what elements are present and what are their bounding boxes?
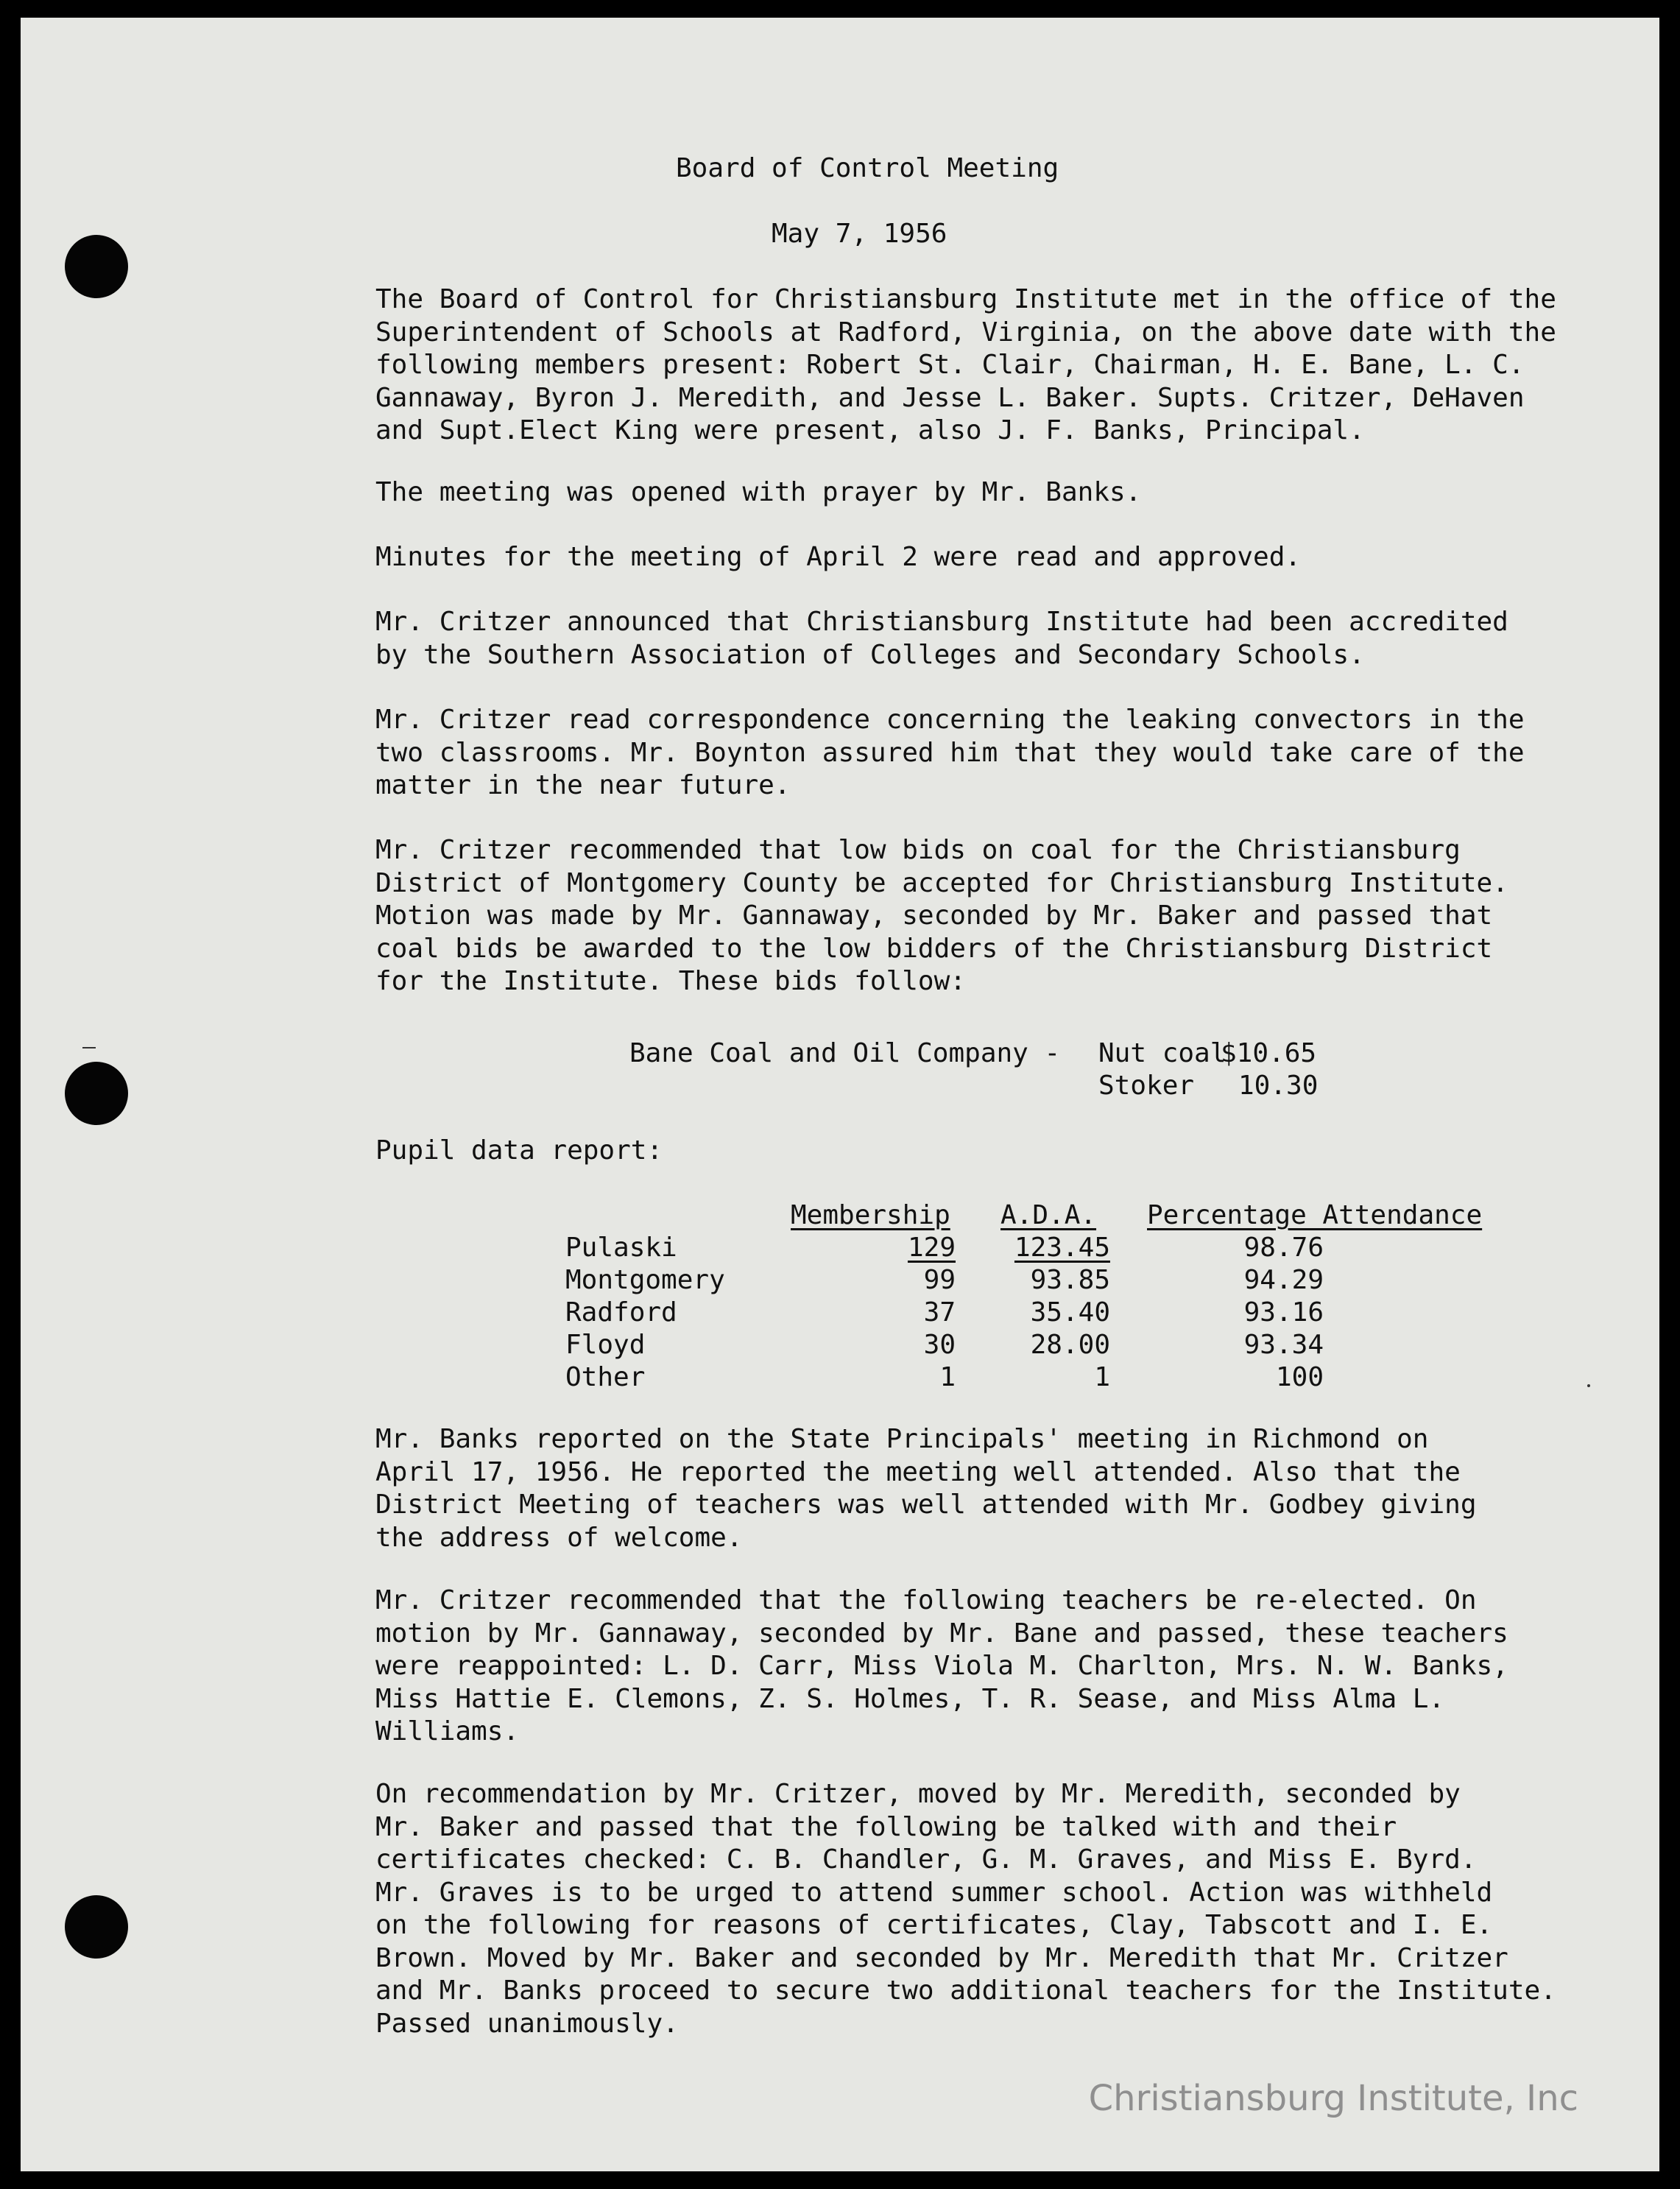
typed-minutes [21, 18, 1659, 2171]
pupil-report-label: Pupil data report: [375, 1135, 663, 1166]
paragraph-prayer: The meeting was opened with prayer by Mr. Banks. [375, 477, 1142, 507]
table-cell-membership: 30 [923, 1330, 956, 1360]
table-cell-name: Floyd [565, 1330, 646, 1360]
table-cell-name: Pulaski [565, 1233, 677, 1263]
table-cell-name: Radford [565, 1297, 677, 1328]
bid-item-label: Nut coal [1098, 1038, 1227, 1068]
document-date: May 7, 1956 [772, 219, 947, 249]
table-cell-membership: 37 [923, 1297, 956, 1328]
table-header-ada: A.D.A. [1000, 1200, 1097, 1230]
table-cell-name: Other [565, 1362, 646, 1392]
table-cell-percentage: 100 [1275, 1362, 1324, 1392]
table-cell-percentage: 93.16 [1243, 1297, 1324, 1328]
paragraph-accreditation: Mr. Critzer announced that Christiansburg Institute had been accredited by the Southern Association of Colleges and Secondary Schools. [375, 607, 1508, 670]
table-cell-membership: 1 [939, 1362, 956, 1392]
table-cell-ada: 93.85 [1030, 1265, 1110, 1295]
bid-item-price: $10.65 [1221, 1038, 1317, 1068]
paragraph-coal-bids: Mr. Critzer recommended that low bids on coal for the Christiansburg District of Montgomery County be accepted for Christiansburg Institute. Motion was made by Mr. Gannaway, seconded by Mr. Baker and passed that coal bids be awarded to the low bidders of the Christiansburg District for the Institute. These bids follow: [375, 835, 1508, 996]
table-cell-percentage: 93.34 [1243, 1330, 1324, 1360]
table-cell-ada: 35.40 [1030, 1297, 1110, 1328]
paragraph-principals-meeting: Mr. Banks reported on the State Principals' meeting in Richmond on April 17, 1956. He reported the meeting well attended. Also that the District Meeting of teachers was well attended with Mr. Godbey giving the address of welcome. [375, 1424, 1477, 1553]
paragraph-attendance: The Board of Control for Christiansburg Institute met in the office of the Superintendent of Schools at Radford, Virginia, on the above date with the following members present: Robert St. Clair, Chairman, H. E. Bane, L. C. Gannaway, Byron J. Meredith, and Jesse L. Baker. Supts. Critzer, DeHaven and Supt.Elect King were present, also J. F. Banks, Principal. [375, 284, 1556, 445]
paragraph-minutes: Minutes for the meeting of April 2 were read and approved. [375, 542, 1302, 572]
table-cell-ada: 1 [1094, 1362, 1110, 1392]
watermark-text: Christiansburg Institute, Inc [1088, 2078, 1578, 2119]
table-cell-ada: 28.00 [1030, 1330, 1110, 1360]
table-header-membership: Membership [791, 1200, 950, 1230]
table-cell-percentage: 98.76 [1243, 1233, 1324, 1263]
table-header-percentage: Percentage Attendance [1147, 1200, 1483, 1230]
document-title: Board of Control Meeting [676, 153, 1059, 183]
table-cell-membership: 99 [923, 1265, 956, 1295]
paragraph-convectors: Mr. Critzer read correspondence concerning the leaking convectors in the two classrooms. Mr. Boynton assured him that they would take care of the matter in the near future. [375, 705, 1525, 800]
table-cell-membership: 129 [907, 1233, 956, 1263]
paragraph-teacher-reelection: Mr. Critzer recommended that the following teachers be re-elected. On motion by Mr. Gannaway, seconded by Mr. Bane and passed, these teachers were reappointed: L. D. Carr, Miss Viola M. Charlton, Mrs. N. W. Banks, Miss Hattie E. Clemons, Z. S. Holmes, T. R. Sease, and Miss Alma L. Williams. [375, 1585, 1508, 1746]
table-cell-name: Montgomery [565, 1265, 725, 1295]
table-cell-percentage: 94.29 [1243, 1265, 1324, 1295]
bid-company: Bane Coal and Oil Company - [629, 1038, 1061, 1068]
paragraph-certificates: On recommendation by Mr. Critzer, moved by Mr. Meredith, seconded by Mr. Baker and passed that the following be talked with and their certificates checked: C. B. Chandler, G. M. Graves, and Miss E. Byrd. Mr. Graves is to be urged to attend summer school. Action was withheld on the following for reasons of certificates, Clay, Tabscott and I. E. Brown. Moved by Mr. Baker and seconded by Mr. Meredith that Mr. Critzer and Mr. Banks proceed to secure two additional teachers for the Institute. Passed unanimously. [375, 1779, 1556, 2039]
bid-item-label: Stoker [1098, 1071, 1195, 1101]
bid-item-price: 10.30 [1238, 1071, 1319, 1101]
table-cell-ada: 123.45 [1014, 1233, 1110, 1263]
document-page [21, 18, 1659, 2171]
